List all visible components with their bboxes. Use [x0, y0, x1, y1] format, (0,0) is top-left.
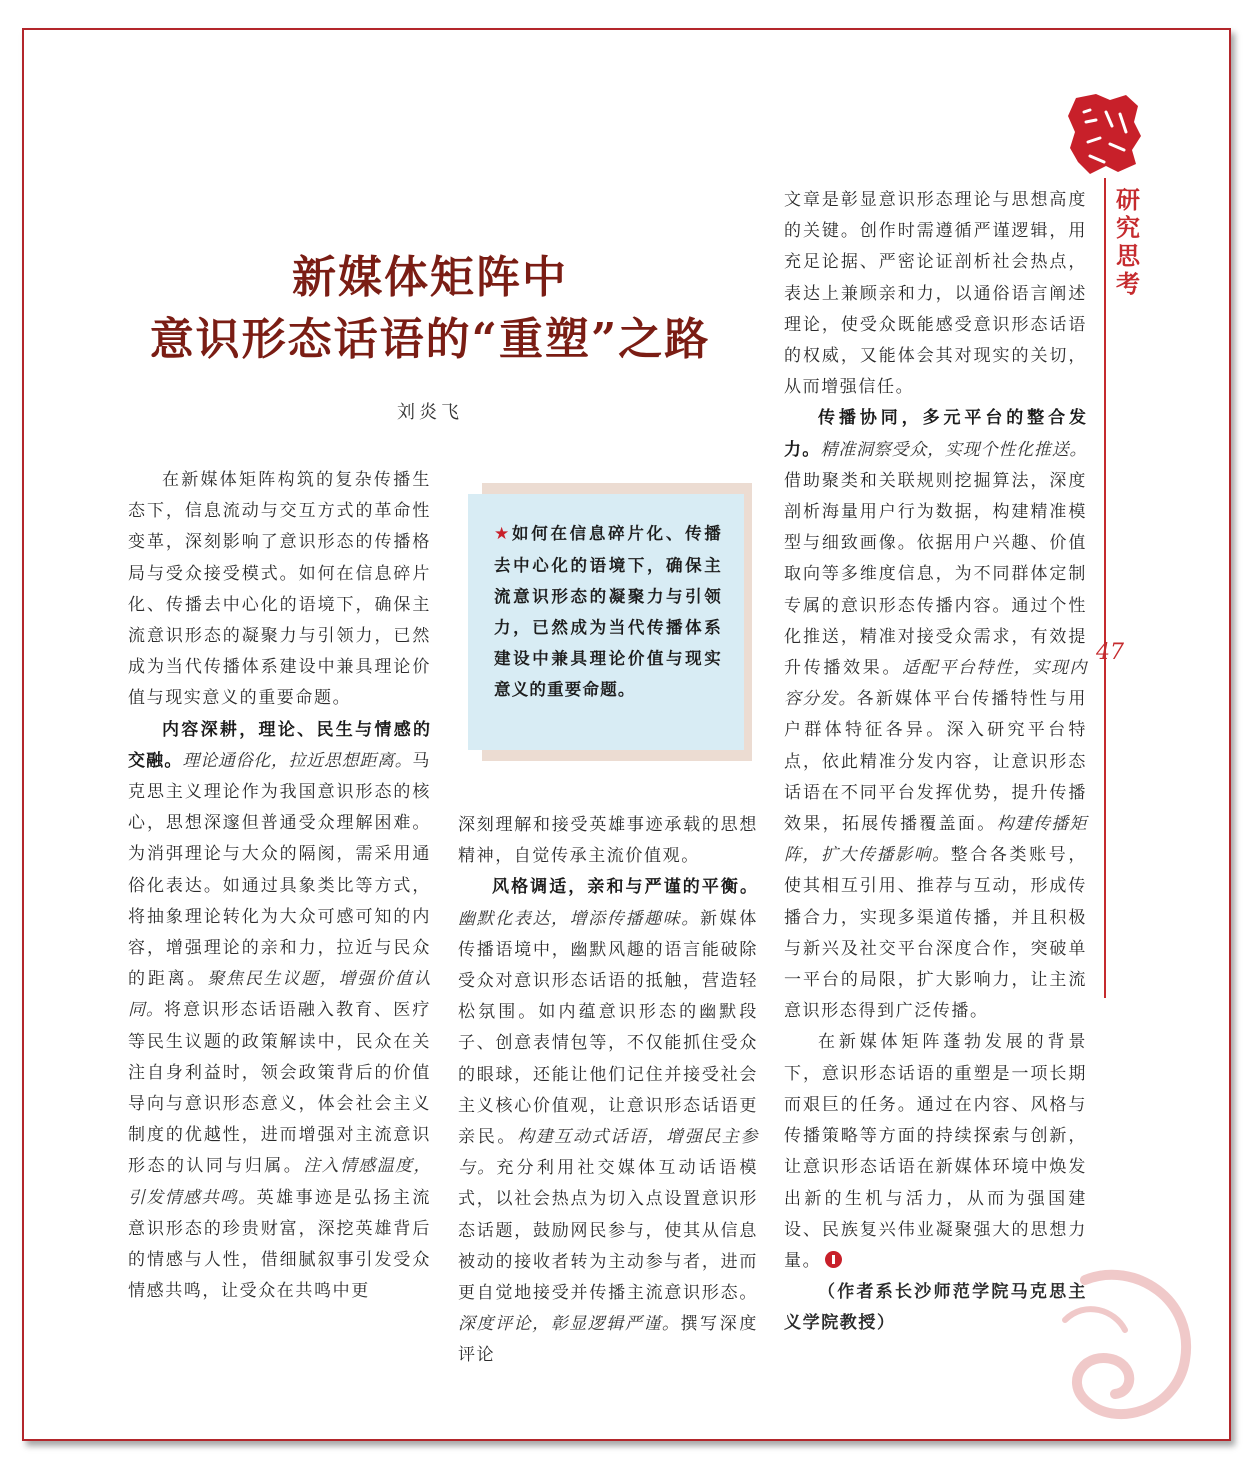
- col2-continuation: 深刻理解和接受英雄事迹承载的思想精神，自觉传承主流价值观。: [458, 815, 758, 867]
- section1-subhead-3: 注入情感温度，引发情感共鸣。: [128, 1156, 432, 1208]
- conclusion-paragraph: 在新媒体矩阵蓬勃发展的背景下，意识形态话语的重塑是一项长期而艰巨的任务。通过在内容、风格与传播策略等方面的持续探索与创新，让意识形态话语在新媒体环境中焕发出新的生机与活力，从而为强国建设、民族复兴伟业凝聚强大的思想力量。: [784, 1032, 1087, 1271]
- section3-paragraph: 传播协同，多元平台的整合发力。精准洞察受众，实现个性化推送。借助聚类和关联规则挖掘算法，深度剖析海量用户行为数据，构建精准模型与细致画像。依据用户兴趣、价值取向等多维度信息，为不同群体定制专属的意识形态传播内容。通过个性化推送，精准对接受众需求，有效提升传播效果。适配平台特性，实现内容分发。各新媒体平台传播特性与用户群体特征各异。深入研究平台特点，依此精准分发内容，让意识形态话语在不同平台发挥优势，提升传播效果，拓展传播覆盖面。构建传播矩阵，扩大传播影响。整合各类账号，使其相互引用、推荐与互动，形成传播合力，实现多渠道传播，并且积极与新兴及社交平台深度合作，突破单一平台的局限，扩大影响力，让主流意识形态得到广泛传播。: [784, 408, 1088, 1022]
- col3-continuation: 文章是彰显意识形态理论与思想高度的关键。创作时需遵循严谨逻辑，用充足论据、严密论证剖析社会热点，表达上兼顾亲和力，以通俗语言阐述理论，使受众既能感受意识形态话语的权威，又能体会其对现实的关切，从而增强信任。: [784, 190, 1087, 398]
- section2-subhead-3: 深度评论，彰显逻辑严谨。: [458, 1314, 681, 1335]
- section1-paragraph: 内容深耕，理论、民生与情感的交融。理论通俗化，拉近思想距离。马克思主义理论作为我国意识形态的核心，思想深邃但普通受众理解困难。为消弭理论与大众的隔阂，需采用通俗化表达。如通过具象类比等方式，将抽象理论转化为大众可感可知的内容，增强理论的亲和力，拉近与民众的距离。聚焦民生议题，增强价值认同。将意识形态话语融入教育、医疗等民生议题的政策解读中，民众在关注自身利益时，领会政策背后的价值导向与意识形态意义，体会社会主义制度的优越性，进而增强对主流意识形态的认同与归属。注入情感温度，引发情感共鸣。英雄事迹是弘扬主流意识形态的珍贵财富，深挖英雄背后的情感与人性，借细腻叙事引发受众情感共鸣，让受众在共鸣中更: [128, 719, 432, 1302]
- column-3: [784, 185, 1087, 1340]
- article-title-line1: 新媒体矩阵中: [292, 252, 568, 303]
- section3-subhead-1: 精准洞察受众，实现个性化推送。: [820, 439, 1087, 460]
- section1-subhead-2: 聚焦民生议题，增强价值认同。: [128, 969, 431, 1021]
- author-byline: 刘炎飞: [397, 402, 463, 423]
- section3-subhead-2: 适配平台特性，实现内容分发。: [784, 658, 1087, 710]
- section1-subhead-1: 理论通俗化，拉近思想距离。: [182, 750, 413, 771]
- article-title-line2: 意识形态话语的“重塑”之路: [149, 314, 711, 365]
- column-1: [128, 465, 431, 1307]
- section2-paragraph: 风格调适，亲和与严谨的平衡。幽默化表达，增添传播趣味。新媒体传播语境中，幽默风趣的语言能破除受众对意识形态话语的抵触，营造轻松氛围。如内蕴意识形态的幽默段子、创意表情包等，不仅能抓住受众的眼球，还能让他们记住并接受社会主义核心价值观，让意识形态话语更亲民。构建互动式话语，增强民主参与。充分利用社交媒体互动话语模式，以社会热点为切入点设置意识形态话题，鼓励网民参与，使其从信息被动的接收者转为主动参与者，进而更自觉地接受并传播主流意识形态。深度评论，彰显逻辑严谨。撰写深度评论: [458, 877, 759, 1366]
- magazine-seal-logo: [1066, 92, 1144, 176]
- section3-subhead-3: 构建传播矩阵，扩大传播影响。: [784, 814, 1087, 866]
- end-mark-icon: [825, 1251, 842, 1268]
- star-icon: ★: [494, 524, 512, 544]
- page-number: 47: [1096, 640, 1124, 665]
- pullquote: [468, 494, 744, 750]
- pullquote-text: ★如何在信息碎片化、传播去中心化的语境下，确保主流意识形态的凝聚力与引领力，已然成为当代传播体系建设中兼具理论价值与现实意义的重要命题。: [494, 524, 722, 699]
- section3-heading: 传播协同，多元平台的整合发力。: [784, 408, 1087, 460]
- section2-subhead-1: 幽默化表达，增添传播趣味。: [458, 908, 700, 929]
- intro-paragraph: 在新媒体矩阵构筑的复杂传播生态下，信息流动与交互方式的革命性变革，深刻影响了意识形态的传播格局与受众接受模式。如何在信息碎片化、传播去中心化的语境下，确保主流意识形态的凝聚力与引领力，已然成为当代传播体系建设中兼具理论价值与现实意义的重要命题。: [128, 470, 431, 709]
- decorative-pattern-icon: [1045, 1260, 1205, 1430]
- side-rule: [1104, 178, 1106, 998]
- section-label: 研究思考: [1116, 186, 1140, 298]
- section1-heading: 内容深耕，理论、民生与情感的交融。: [128, 719, 431, 771]
- section2-heading: 风格调适，亲和与严谨的平衡。: [492, 877, 758, 898]
- column-2: [458, 810, 758, 1372]
- author-note: （作者系长沙师范学院马克思主义学院教授）: [784, 1282, 1087, 1334]
- section2-subhead-2: 构建互动式话语，增强民主参与。: [458, 1127, 758, 1179]
